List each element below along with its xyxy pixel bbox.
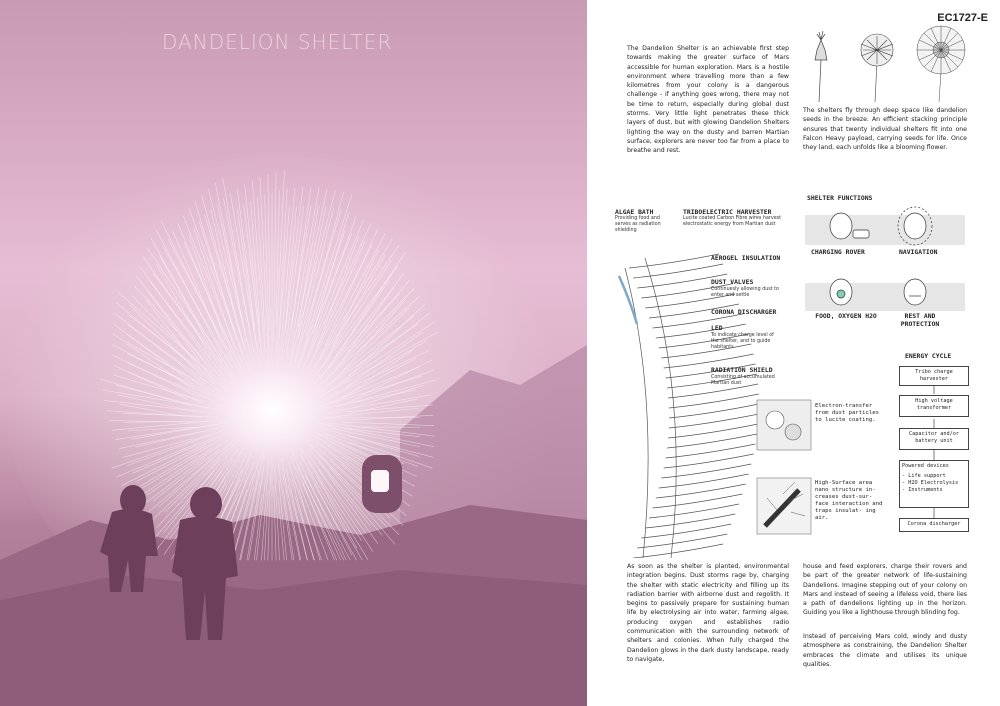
function-icons — [805, 204, 965, 312]
dandelion-sketches — [797, 24, 989, 102]
aerogel-label: AEROGEL INSULATION — [711, 254, 781, 262]
rest-protection-icon — [904, 279, 926, 305]
section-spine — [669, 404, 759, 418]
info-sheet — [587, 0, 1000, 706]
charging-rover-icon — [830, 213, 869, 239]
energy-step-harvester: Tribo charge harvester — [899, 366, 969, 386]
energy-step-corona: Corona discharger — [899, 518, 969, 532]
triboelectric-desc: Lucite coated Carbon Fibre wires harvest electrostatic energy from Martian dust — [683, 216, 782, 227]
section-spines — [629, 254, 759, 558]
section-spine — [629, 254, 719, 268]
food-oxygen-icon — [830, 279, 852, 305]
bottom-right-paragraph: house and feed explorers, charge their rovers and be part of the greater network of life-sustaining Dandelions. Imagine stepping out of your colony on Mars and instead of seeing a lifeless void, there lies a path of dandelions lighting up in the horizon. Guiding you like a lighthouse through blinding fog. — [803, 563, 967, 617]
electron-detail-frame — [757, 400, 811, 450]
energy-step-battery: Capacitor and/or battery unit — [899, 428, 969, 450]
algae-bath-layer — [619, 276, 637, 324]
powered-life-support: - Life support — [902, 473, 946, 479]
section-spine — [667, 434, 757, 448]
powered-instruments: - Instruments — [902, 487, 943, 493]
algae-bath-desc: Providing food and serves as radiation shielding — [615, 216, 661, 233]
algae-bath-label: ALGAE BATH — [615, 208, 654, 216]
energy-step-transformer: High voltage transformer — [899, 395, 969, 417]
bottom-left-paragraph: As soon as the shelter is planted, environmental integration begins. Dust storms rage by, charging the shelter with static electricity and filling up its radiation barrier with airborne dust and regolith. It begins to passively prepare for sustaining human life by electrolysing air into water, farming algae, producing oxygen and establishes radio communication with the surrounding network of shelters and colonies. When fully charged the Dandelion glows in the dark dusty landscape, ready to navigate, — [627, 563, 789, 663]
dust-valves-desc: Continuesly allowing dust to enter and settle — [711, 287, 779, 298]
intro-paragraph: The Dandelion Shelter is an achievable first step towards making the greater surface of Mars accessible for human exploration. Mars is a hostile environment where travelling more than a few kilometres from your colony is a dangerous challenge - if anything goes wrong, there may not be time to return, especially during global dust storms. Very little light penetrates these thick layers of dust, but with glowing Dandelion Shelters lighting the way on the dusty and barren Martian surface, explorers are never too far from a place to breathe and rest. — [627, 45, 789, 155]
nano-structure-note: High-Surface area nano structure in- creases dust-sur- face interaction and traps insulat- ing air. — [815, 480, 883, 521]
triboelectric-label: TRIBOELECTRIC HARVESTER — [683, 208, 772, 216]
detail-sketches — [755, 398, 813, 536]
entry-code: EC1727-E — [937, 12, 988, 24]
bottom-right-paragraph-2: Instead of perceiving Mars cold, windy and dusty atmosphere as constraining, the Dandelion Shelter embraces the climate and utilises its unique qualities. — [803, 633, 967, 668]
navigation-icon — [898, 207, 932, 245]
render-title: DANDELION SHELTER — [162, 30, 393, 54]
led-label: LED — [711, 324, 723, 332]
seeds-paragraph: The shelters fly through deep space like dandelion seeds in the breeze. An efficient stacking principle ensures that twenty individual shelters fit into one Falcon Heavy payload, carrying seeds for life. Once they land, each unfolds like a blooming flower. — [803, 107, 967, 152]
radiation-shield-desc: Consisting of accumulated Martian dust — [711, 375, 775, 386]
led-desc: To indicate charge level of the shelter, and to guide habitants — [711, 333, 774, 350]
dandelion-seedhead-sketch — [917, 26, 965, 102]
function-charging-rover: CHARGING ROVER — [811, 248, 865, 256]
radiation-shield-label: RADIATION SHIELD — [711, 366, 773, 374]
electron-transfer-note: Electron-transfer from dust particles to lucite coating. — [815, 403, 879, 423]
powered-electrolysis: - H2O Electrolysis — [902, 480, 959, 486]
section-spine — [666, 444, 756, 458]
energy-powered-devices — [899, 460, 969, 508]
function-navigation: NAVIGATION — [899, 248, 938, 256]
function-rest-protection: REST AND PROTECTION — [900, 312, 940, 328]
dust-valves-label: DUST VALVES — [711, 278, 754, 286]
dandelion-stem-sketch — [815, 31, 827, 102]
section-spine — [668, 424, 758, 438]
powered-devices-title: Powered devices — [902, 463, 949, 469]
energy-arrows — [899, 364, 969, 544]
function-food-oxygen: FOOD, OXYGEN H2O — [815, 312, 877, 320]
section-spine — [669, 414, 759, 428]
dandelion-flower-sketch — [861, 34, 893, 102]
corona-discharger-label: CORONA DISCHARGER — [711, 308, 777, 316]
airlock-door — [362, 455, 402, 513]
energy-cycle-title: ENERGY CYCLE — [905, 352, 952, 360]
shelter-functions-title: SHELTER FUNCTIONS — [807, 194, 873, 202]
section-spine — [633, 544, 723, 558]
section-inner-wall — [625, 268, 648, 558]
